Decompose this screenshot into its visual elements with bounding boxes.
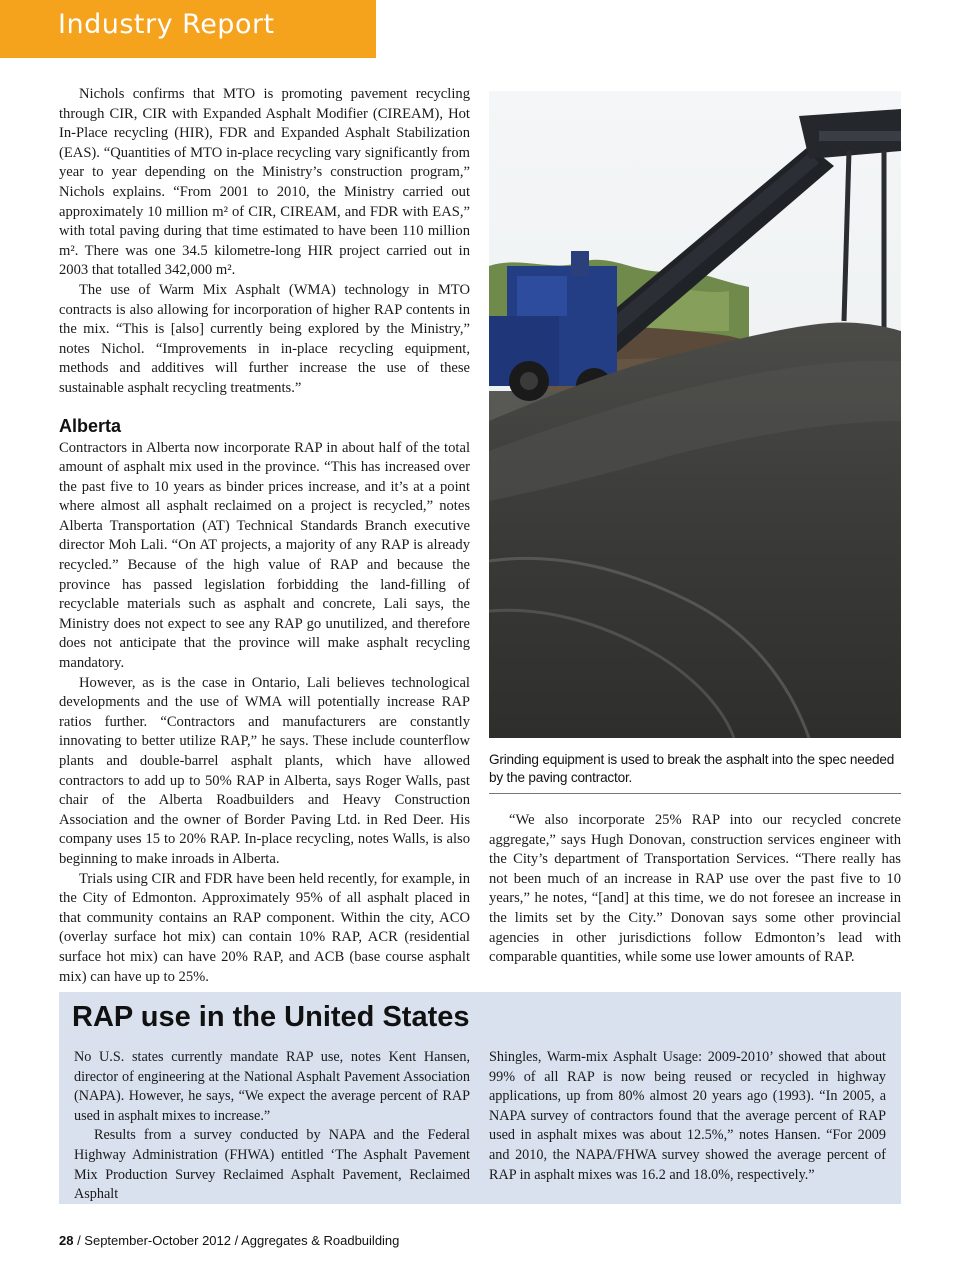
caption-divider bbox=[489, 793, 901, 794]
paragraph: Contractors in Alberta now incorporate RAP in about half of the total amount of asphalt mix used in the province. “This has increased over the past five to 10 years as binder prices increase, and it’s at a point where almost all asphalt reclaimed on a project is recycled,” notes Alberta Transportation (AT) Technical Standards Branch executive director Moh Lali. “On AT projects, a majority of any RAP is already recycled.” Because of the high value of RAP and because the province has passed legislation forbidding the land-filling of recyclable materials such as asphalt and concrete, Lali says, the Ministry does not expect to see any RAP go unutilized, and therefore does not anticipate that the province will make asphalt recycling mandatory. bbox=[59, 439, 470, 672]
publication-info: / September-October 2012 / Aggregates & Roadbuilding bbox=[73, 1233, 400, 1248]
paragraph: No U.S. states currently mandate RAP use, notes Kent Hansen, director of engineering at the National Asphalt Pavement Association (NAPA). However, he says, “We expect the average percent of RAP used in asphalt mixes to increase.” bbox=[74, 1049, 470, 1124]
right-column bbox=[489, 811, 901, 968]
paragraph: Results from a survey conducted by NAPA and the Federal Highway Administration (FHWA) entitled ‘The Asphalt Pavement Mix Production Survey Reclaimed Asphalt Pavement, Reclaimed Asphalt bbox=[74, 1127, 470, 1203]
sidebar-left-column bbox=[74, 1048, 470, 1205]
paragraph: Nichols confirms that MTO is promoting pavement recycling through CIR, CIR with Expanded Asphalt Modifier (CIREAM), Hot In-Place recycling (HIR), FDR and Expanded Asphalt Stabilization (EAS). “Quantities of MTO in-place recycling vary significantly from year to year depending on the Ministry’s construction program,” Nichols explains. “From 2001 to 2010, the Ministry carried out approximately 10 million m² of CIR, CIREAM, and FDR with EAS,” with total paving during that time estimated to have been 110 million m². There was one 34.5 kilometre-long HIR project carried out in 2003 that totalled 342,000 m². bbox=[59, 86, 470, 279]
section-banner bbox=[0, 0, 376, 58]
sidebar-right-column bbox=[489, 1048, 886, 1185]
paragraph: Shingles, Warm-mix Asphalt Usage: 2009-2010’ showed that about 99% of all RAP is now being reused or recycled in highway applications, up from 80% almost 20 years ago (1993). “In 2005, a NAPA survey of contractors found that the average percent of RAP used in asphalt mixes was about 12.5%,” notes Hansen. “For 2009 and 2010, the NAPA/FHWA survey showed the average percent of RAP in asphalt mixes was 16.2 and 18.0%, respectively.” bbox=[489, 1049, 886, 1183]
photo-caption: Grinding equipment is used to break the asphalt into the spec needed by the paving contractor. bbox=[489, 752, 895, 785]
grinding-equipment-photo bbox=[489, 91, 901, 738]
page-footer bbox=[59, 1233, 399, 1248]
photo-illustration bbox=[489, 91, 901, 738]
left-column bbox=[59, 85, 470, 987]
paragraph: The use of Warm Mix Asphalt (WMA) technology in MTO contracts is also allowing for incorporation of higher RAP contents in the mix. “This is [also] currently being explored by the Ministry,” notes Nichol. “Improvements in in-place recycling equipment, methods and additives will further increase the use of these sustainable asphalt recycling treatments.” bbox=[59, 281, 470, 396]
section-heading-alberta: Alberta bbox=[59, 415, 122, 436]
page-number: 28 bbox=[59, 1233, 74, 1248]
paragraph: Trials using CIR and FDR have been held recently, for example, in the City of Edmonton. Approximately 95% of all asphalt placed in that community contains an RAP component. Within the city, ACO (overlay surface hot mix) can contain 10% RAP, ACR (residential surface hot mix) can have 20% RAP, and ACB (base course asphalt mix) can have up to 25%. bbox=[59, 870, 470, 985]
sidebar-title: RAP use in the United States bbox=[72, 1001, 470, 1033]
sidebar-box bbox=[59, 992, 901, 1204]
paragraph: However, as is the case in Ontario, Lali believes technological developments and the use of WMA will potentially increase RAP ratios further. “Contractors and manufacturers are constantly innovating to better utilize RAP,” he says. These include counterflow plants and double-barrel asphalt plants, which have allowed contractors to add up to 50% RAP in Alberta, says Roger Walls, past chair of the Alberta Roadbuilders and Heavy Construction Association and the owner of Border Paving Ltd. in Red Deer. His company uses 15 to 20% RAP. In-place recycling, notes Walls, is also beginning to make inroads in Alberta. bbox=[59, 674, 470, 867]
paragraph: “We also incorporate 25% RAP into our recycled concrete aggregate,” says Hugh Donovan, construction services engineer with the City’s department of Transportation Services. “There really has not been much of an increase in RAP use over the past five to 10 years,” he notes, “[and] at this time, we do not foresee an increase in the limits set by the City.” Donovan says some other provincial agencies in other jurisdictions follow Edmonton’s lead with comparable quantities, while some use lower amounts of RAP. bbox=[489, 812, 901, 966]
section-title: Industry Report bbox=[58, 9, 275, 40]
